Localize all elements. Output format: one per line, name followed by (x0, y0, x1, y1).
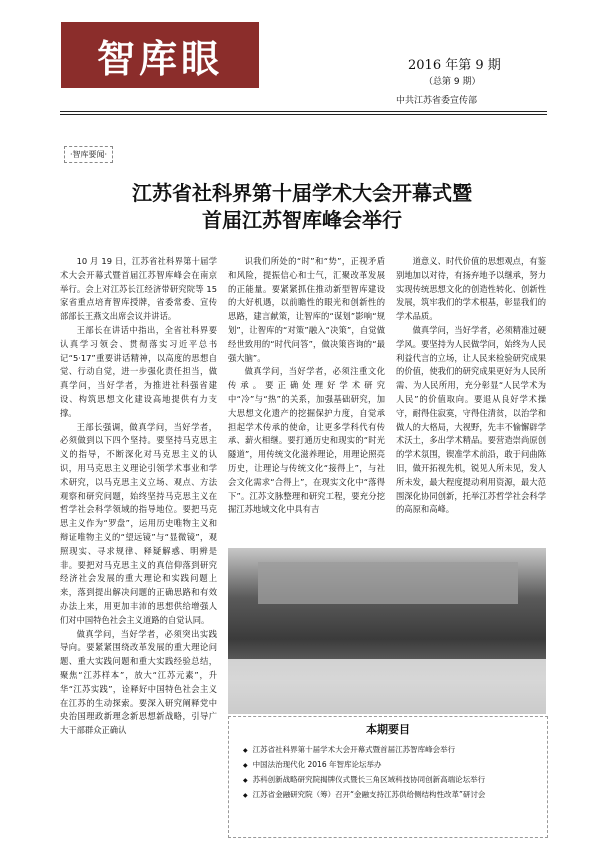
paragraph: 识我们所处的“时”和“势”，正视矛盾和风险，提振信心和士气，汇聚改革发展的正能量。要紧紧抓住推动新型智库建设的大好机遇，以前瞻性的眼光和创新性的思路，建言献策，让智库的“谋划”影响“规划”，让智库的“对策”融入“决策”，自觉做经世致用的“时代问答”，做决策咨询的“最强大脑”。 (228, 256, 385, 363)
article-column-1 (60, 255, 217, 841)
article-column-2 (228, 255, 385, 545)
header-rule (60, 111, 547, 112)
summary-item: ◆ 苏科创新战略研究院揭牌仪式暨长三角区域科技协同创新高端论坛举行 (243, 773, 547, 788)
paragraph: 王部长在讲话中指出，全省社科界要认真学习领会、贯彻落实习近平总书记“5·17”重要讲话精神，以高度的思想自觉、行动自觉，进一步强化责任担当，做真学问，当好学者，为推进社科强省建设、构筑思想文化建设高地提供有力支撑。 (60, 324, 217, 418)
summary-title: 本期要目 (366, 723, 410, 736)
issue-number: 2016 年第 9 期 (408, 58, 501, 73)
summary-box (228, 716, 548, 838)
total-issue: （总第 9 期） (424, 77, 481, 87)
header-rule-2 (60, 114, 547, 115)
paragraph: 做真学问，当好学者，必须精准过硬学风。要坚持为人民做学问，始终为人民利益代言的立场，让人民来检验研究成果的价值，使我们的研究成果更好为人民所需、为人民所用，充分彰显“人民学术为人民”的价值取向。要退从良好学术操守，耐得住寂寞，守得住清贫，以治学和做人的大格局，大视野，先丰不愉懈辟学术沃土，多出学术精品。要营造崇尚原创的学术氛围，锲准学术前沿，敢于问曲陈旧，做开拓视先机，锐见人所未见，发人所未发，最大程度提动利用资源，最大范围深化协同创新，托举江苏哲学社会科学的高原和高峰。 (396, 324, 546, 515)
article-column-3 (396, 255, 546, 545)
conference-photo (228, 548, 546, 714)
summary-list (229, 743, 547, 803)
section-tag: ·智库要闻· (64, 146, 113, 163)
paragraph: 王部长强调，做真学问，当好学者，必须做到以下四个坚持。要坚持马克思主义的指导，不断深化对马克思主义的认识，用马克思主义理论引领学术事业和学术研究，以马克思主义立场、观点、方法观察和研究问题，始终坚持马克思主义在哲学社会科学领域的指导地位。要把马克思主义作为“罗盘”，运用历史唯物主义和辩证唯物主义的“望远镜”与“显微镜”，观照现实、寻求规律、释疑解惑、明辨是非。要把对马克思主义的真信仰落到研究经济社会发展的重大理论和实践问题上来，落到提出解决问题的正确思路和有效办法上来，用更加丰沛的思想供给增强人们对中国特色社会主义道路的自觉认同。 (60, 421, 217, 625)
photo-tables (228, 659, 546, 714)
paragraph: 做真学问，当好学者，必须注重文化传承。要正确处理好学术研究中“冷”与“热”的关系，加强基础研究，加大思想文化遗产的挖掘保护力度，自觉承担起学术传承的使命，让更多学科代有传承、薪火相继。要打通历史和现实的“时光隧道”，用传统文化滋养理论，用理论照亮历史，让理论与传统文化“接得上”，与社会文化需求“合得上”，在现实文化中“落得下”。江苏文脉整理和研究工程，要充分挖掘江苏地域文化中具有吉 (228, 366, 385, 515)
paragraph: 10 月 19 日，江苏省社科界第十届学术大会开幕式暨首届江苏智库峰会在南京举行。会上对江苏长江经济带研究院等 15 家省重点培育智库授牌，省委常委、宣传部部长王燕文出席会议并讲话。 (60, 256, 217, 322)
headline-line1: 江苏省社科界第十届学术大会开幕式暨 (132, 181, 472, 205)
summary-item: ◆ 江苏省金融研究院（筹）召开“金融支持江苏供给侧结构性改革”研讨会 (243, 788, 547, 803)
summary-item: ◆ 江苏省社科界第十届学术大会开幕式暨首届江苏智库峰会举行 (243, 743, 547, 758)
headline-line2: 首届江苏智库峰会举行 (202, 208, 402, 232)
summary-item: ◆ 中国法治现代化 2016 年智库论坛举办 (243, 758, 547, 773)
paragraph: 道意义、时代价值的思想观点，有鉴别地加以对待，有扬弃地予以继承，努力实现传统思想文化的创造性转化、创新性发展，筑牢我们的学术根基，彰显我们的学术品质。 (396, 256, 546, 322)
logo: 智库眼 (61, 22, 259, 88)
publisher: 中共江苏省委宣传部 (396, 96, 478, 106)
photo-banner (258, 562, 518, 604)
paragraph: 做真学问，当好学者，必须突出实践导向。要紧紧围绕改革发展的重大理论问题、重大实践问题和重大实践经验总结，聚焦“江苏样本”，放大“江苏元素”，升华“江苏实践”，诠释好中国特色社会主义在江苏的生动探索。要深入研究阐释党中央治国理政新理念新思想新战略，引导广大干部群众正确认 (60, 628, 217, 736)
